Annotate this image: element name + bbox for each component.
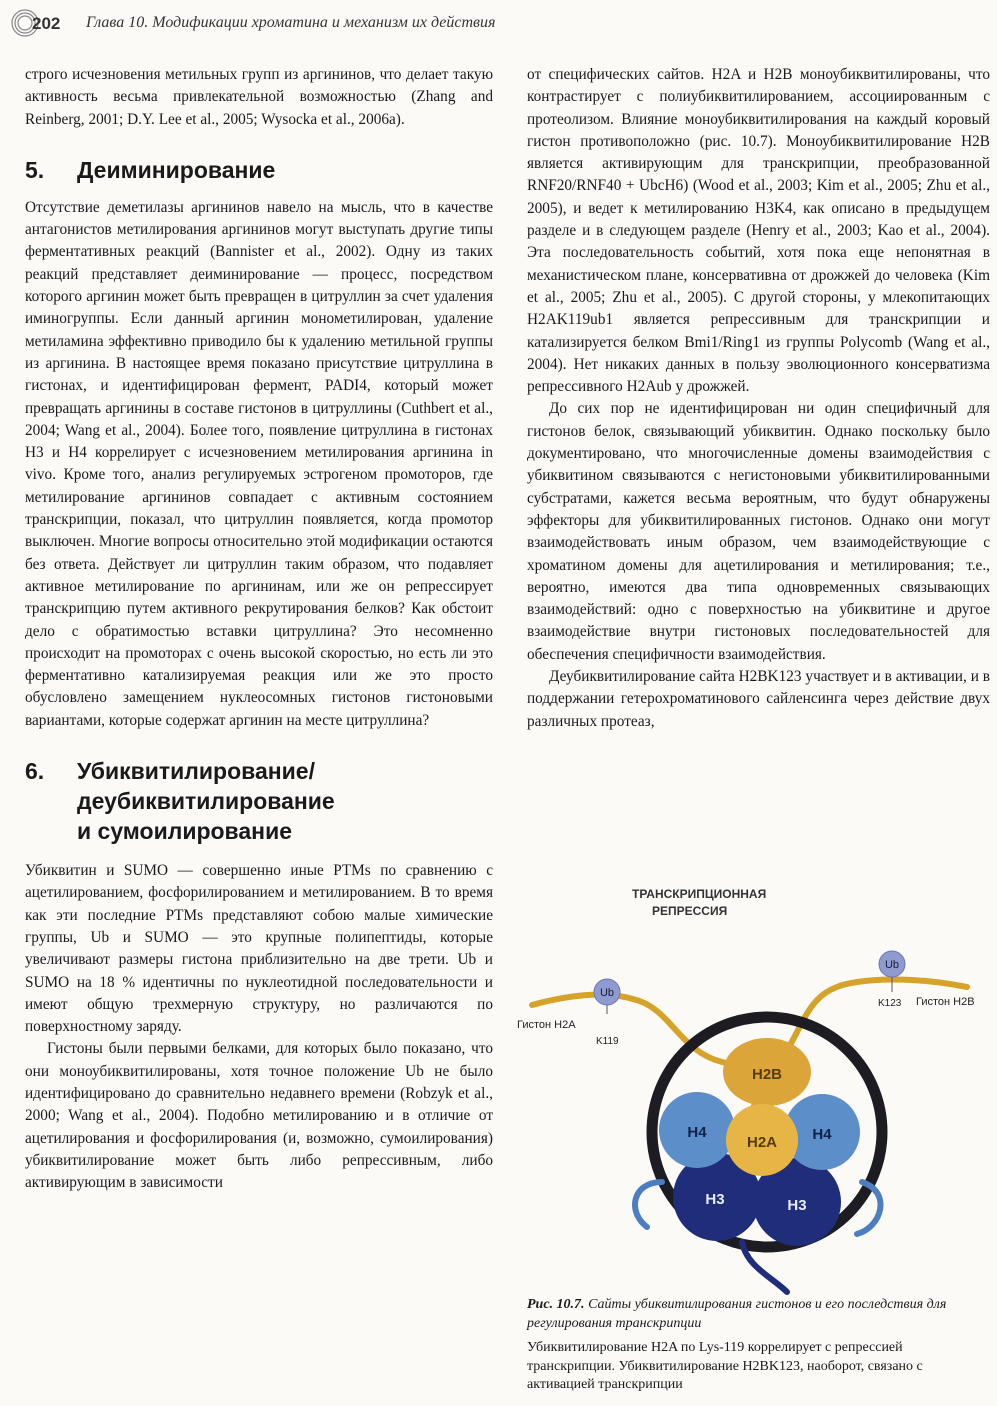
section-6-title-line1: Убиквитилирование/ bbox=[77, 758, 315, 785]
left-column bbox=[25, 64, 493, 1194]
paragraph-deimination: Отсутствие деметилазы аргининов навело на мысль, что в качестве антагонистов метилирования аргининов могут выступать другие типы ферментативных реакций (Bannister et al., 2002). Одну из таких реакций представляет деиминирование — процесс, посредством которого аргинин может быть превращен в цитруллин за счет удаления иминогруппы. Если данный аргинин монометилирован, удаление метиламина эффективно приводило бы к удалению метильной группы из аргинина. В настоящее время показано присутствие цитруллина в гистонах, и идентифицирован фермент, PADI4, который может превращать аргинины в составе гистонов в цитруллины (Cuthbert et al., 2004; Wang et al., 2004). Более того, появление цитруллина в гистонах H3 и H4 коррелирует с исчезновением метилирования аргинина in vivo. Кроме того, анализ регулируемых эстрогеном промоторов, где метилирование аргининов совпадает с активным состоянием транскрипции, показал, что цитруллин появляется, когда промотор выключен. Многие вопросы относительно этой модификации остаются без ответа. Действует ли цитруллин таким образом, что подавляет активное метилирование по аргининам, или же он репрессирует транскрипцию путем активного рекрутирования белков? Как обстоит дело с обратимостью вставки цитруллина? Это несомненно происходит на промоторах с очень высокой скоростью, но есть ли это ферментативно катализируемая реакция или же это просто обусловлено замещением нуклеосомных гистонов гистоновыми вариантами, которые содержат аргинин на месте цитруллина? bbox=[25, 198, 493, 729]
section-6-heading bbox=[25, 756, 493, 846]
section-5-title: Деиминирование bbox=[77, 156, 276, 183]
right-column bbox=[527, 64, 990, 733]
figure-10-7 bbox=[512, 882, 990, 1297]
paragraph-deubiquitination: Деубиквитилирование сайта H2BK123 участвует и в активации, и в поддержании гетерохроматинового сайленсинга через действие двух различных протеаз, bbox=[527, 668, 990, 730]
paragraph-binding: До сих пор не идентифицирован ни один специфичный для гистонов белок, связывающий убиквитин. Однако поскольку было документировано, что многочисленные домены взаимодействия с убиквитином связываются с негистоновыми убиквитилированными субстратами, кажется весьма вероятным, что будут обнаружены эффекторы для убиквитилированных гистонов. Однако они могут взаимодействовать иным образом, чем взаимодействующие с хроматином домены для ацетилирования и метилирования; т.е., вероятно, имеются два типа одновременных связывающих взаимодействий: одно с поверхностью на убиквитине и другое взаимодействие внутри гистоновых последовательностей для обеспечения специфичности взаимодействия. bbox=[527, 400, 990, 663]
section-6-number: 6. bbox=[25, 758, 45, 785]
page-number: 202 bbox=[32, 14, 61, 33]
svg-text:H4: H4 bbox=[687, 1124, 707, 1141]
caption-label: Рис. 10.7. bbox=[527, 1297, 585, 1312]
h2a-tail bbox=[532, 995, 758, 1112]
svg-text:H3: H3 bbox=[705, 1191, 725, 1208]
section-5-number: 5. bbox=[25, 156, 45, 183]
svg-text:H4: H4 bbox=[812, 1126, 832, 1143]
caption-body: Убиквитилирование H2A по Lys-119 коррелирует с репрессией транскрипции. Убиквитилирование H2BK123, наоборот, связано с активацией транскрипции bbox=[527, 1340, 923, 1392]
nucleosome-diagram bbox=[512, 882, 990, 1297]
page-header bbox=[10, 8, 977, 42]
ub-h2b-label: Ub bbox=[884, 959, 900, 971]
histone-h2b-label: Гистон H2B bbox=[916, 996, 975, 1008]
paragraph-ub-sumo: Убиквитин и SUMO — совершенно иные PTMs по сравнению с ацетилированием, фосфорилированием и метилированием. В то время как эти последние PTMs представляют собою малые химические группы, Ub и SUMO — это крупные полипептиды, которые увеличивают размеры гистона приблизительно на две трети. Ub и SUMO на 18 % идентичны по нуклеотидной последовательности и имеют общую трехмерную структуру, но различаются по поверхностному заряду. bbox=[25, 862, 493, 1036]
svg-text:H3: H3 bbox=[787, 1197, 807, 1214]
figure-heading-line1: ТРАНСКРИПЦИОННАЯ bbox=[632, 887, 767, 901]
section-6-title-line2: деубиквитилирование bbox=[77, 788, 335, 815]
svg-text:H2B: H2B bbox=[751, 1066, 783, 1083]
paragraph-sites: от специфических сайтов. H2A и H2B моноубиквитилированы, что контрастирует с полиубиквитилированием, ассоциированным с протеолизом. Влияние моноубиквитилирования на каждый коровый гистон противоположно (рис. 10.7). Моноубиквитилирование H2B является активирующим для транскрипции, преобразованной RNF20/RNF40 + UbcH6) (Wood et al., 2003; Kim et al., 2005; Zhu et al., 2005), и ведет к метилированию H3K4, как описано в предыдущем разделе и в следующем разделе (Henry et al., 2003; Kao et al., 2004). Эта последовательность событий, хотя пока еще непонятная в механистическом плане, консервативна от дрожжей до человека (Kim et al., 2005; Zhu et al., 2005). С другой стороны, у млекопитающих H2AK119ub1 является репрессивным для транскрипции и катализируется белком Bmi1/Ring1 из группы Polycomb (Wang et al., 2004). Нет никаких данных в пользу эволюционного консерватизма репрессивного H2Aub у дрожжей. bbox=[527, 66, 990, 396]
figure-caption bbox=[527, 1295, 992, 1395]
k123-label: K123 bbox=[878, 998, 902, 1009]
svg-text:H2A: H2A bbox=[746, 1134, 778, 1151]
k119-label: K119 bbox=[596, 1036, 619, 1047]
caption-title bbox=[527, 1295, 992, 1333]
section-5-heading bbox=[25, 155, 493, 185]
paragraph-histones-first: Гистоны были первыми белками, для которых было показано, что они моноубиквитилированы, хотя точное положение Ub не было идентифицировано до сравнительно недавнего времени (Robzyk et al., 2000; Wang et al., 2004). Подобно метилированию и в отличие от ацетилирования и фосфорилирования (и, возможно, сумоилирования) убиквитилирование может быть либо репрессивным, либо активирующим в зависимости bbox=[25, 1040, 493, 1192]
section-6-title-line3: и сумоилирование bbox=[77, 818, 293, 845]
caption-title-text: Сайты убиквитилирования гистонов и его последствия для регулирования транскрипции bbox=[527, 1297, 947, 1331]
running-title: Глава 10. Модификации хроматина и механизм их действия bbox=[86, 14, 496, 31]
paragraph-intro: строго исчезновения метильных групп из аргининов, что делает такую активность весьма привлекательной возможностью (Zhang and Reinberg, 2001; D.Y. Lee et al., 2005; Wysocka et al., 2006a). bbox=[25, 66, 493, 128]
histone-h2a-label: Гистон H2A bbox=[517, 1019, 576, 1031]
ub-h2a-label: Ub bbox=[599, 987, 615, 999]
figure-heading-line2: РЕПРЕССИЯ bbox=[652, 904, 728, 918]
